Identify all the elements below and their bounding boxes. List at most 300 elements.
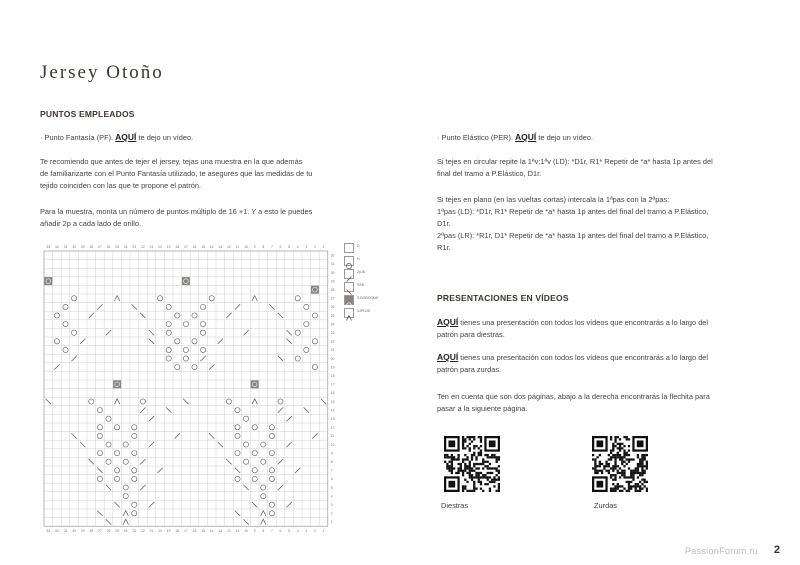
qr-module	[469, 443, 471, 445]
column-number: 7	[270, 245, 273, 249]
qr-finder	[596, 481, 603, 488]
qr-module	[614, 488, 616, 490]
qr-module	[451, 463, 453, 465]
qr-module	[646, 488, 648, 490]
qr-module	[478, 472, 480, 474]
qr-module	[637, 476, 639, 478]
qr-module	[610, 474, 612, 476]
qr-module	[489, 476, 491, 478]
qr-module	[594, 467, 596, 469]
qr-module	[628, 449, 630, 451]
column-number: 20	[158, 529, 162, 534]
column-number: 31	[63, 529, 68, 534]
qr-module	[462, 472, 464, 474]
qr-module	[619, 476, 621, 478]
column-number: 21	[149, 529, 154, 534]
qr-module	[603, 465, 605, 467]
qr-module	[635, 490, 637, 492]
qr-module	[455, 472, 457, 474]
qr-module	[617, 456, 619, 458]
qr-module	[617, 465, 619, 467]
qr-module	[635, 472, 637, 474]
qr-module	[493, 481, 495, 483]
qr-module	[596, 470, 598, 472]
pf-text: · Punto Fantasía (PF).	[40, 133, 116, 142]
qr-module	[637, 467, 639, 469]
qr-module	[480, 445, 482, 447]
qr-module	[628, 458, 630, 460]
qr-module	[644, 454, 646, 456]
column-number: 32	[55, 529, 59, 534]
qr-module	[644, 485, 646, 487]
qr-module	[596, 456, 598, 458]
per-video-link[interactable]: AQUÍ	[515, 132, 537, 142]
qr-module	[466, 467, 468, 469]
qr-module	[489, 490, 491, 492]
qr-module	[619, 458, 621, 460]
column-number: 6	[279, 245, 282, 249]
qr-module	[457, 470, 459, 472]
qr-module	[614, 479, 616, 481]
qr-module	[446, 463, 448, 465]
paragraph-line: añadir 2p a cada lado de orillo.	[40, 219, 142, 228]
qr-module	[451, 470, 453, 472]
qr-module	[623, 465, 625, 467]
column-number: 9	[253, 529, 256, 534]
column-number: 19	[166, 529, 171, 534]
qr-module	[601, 463, 603, 465]
qr-module	[448, 467, 450, 469]
qr-module	[496, 490, 498, 492]
qr-module	[473, 465, 475, 467]
qr-module	[626, 458, 628, 460]
qr-module	[617, 454, 619, 456]
qr-label-left-handed: Zurdas	[594, 501, 618, 510]
qr-module	[621, 456, 623, 458]
qr-module	[635, 467, 637, 469]
qr-module	[444, 454, 446, 456]
qr-module	[644, 472, 646, 474]
qr-module	[471, 440, 473, 442]
per-line	[437, 131, 593, 144]
qr-module	[466, 458, 468, 460]
qr-module	[612, 454, 614, 456]
qr-module	[614, 438, 616, 440]
qr-module	[632, 472, 634, 474]
qr-module	[498, 488, 500, 490]
qr-module	[612, 445, 614, 447]
qr-module	[464, 454, 466, 456]
row-number: 12	[330, 425, 335, 430]
left-handed-video-link[interactable]: AQUÍ	[437, 352, 459, 362]
qr-module	[473, 483, 475, 485]
qr-module	[484, 454, 486, 456]
qr-module	[478, 452, 480, 454]
qr-module	[478, 454, 480, 456]
row-number: 19	[330, 365, 335, 370]
qr-module	[623, 445, 625, 447]
qr-module	[460, 465, 462, 467]
qr-module	[626, 481, 628, 483]
qr-module	[498, 476, 500, 478]
qr-module	[451, 465, 453, 467]
column-number: 10	[244, 529, 248, 534]
qr-module	[646, 467, 648, 469]
qr-module	[478, 467, 480, 469]
pf-video-link[interactable]: AQUÍ	[115, 132, 137, 142]
qr-module	[594, 470, 596, 472]
qr-module	[637, 470, 639, 472]
qr-module	[610, 436, 612, 438]
qr-module	[641, 474, 643, 476]
qr-module	[484, 483, 486, 485]
qr-module	[608, 472, 610, 474]
qr-module	[614, 436, 616, 438]
qr-module	[469, 447, 471, 449]
knitting-chart	[38, 242, 338, 543]
qr-module	[469, 474, 471, 476]
qr-module	[478, 481, 480, 483]
qr-module	[484, 474, 486, 476]
qr-module	[491, 481, 493, 483]
column-number: 30	[72, 529, 76, 534]
qr-module	[612, 483, 614, 485]
qr-module	[462, 438, 464, 440]
qr-module	[621, 470, 623, 472]
qr-module	[617, 483, 619, 485]
qr-module	[448, 461, 450, 463]
row-number: 8	[330, 460, 333, 464]
column-number: 11	[235, 529, 240, 534]
qr-module	[599, 470, 601, 472]
qr-finder	[448, 481, 455, 488]
paragraph-line: 2ªpas (LR): *R1r, D1* Repetir de *a* hasta 1p antes del final del tramo a P.Elástico,	[437, 231, 709, 240]
qr-module	[466, 490, 468, 492]
qr-module	[489, 488, 491, 490]
qr-module	[623, 488, 625, 490]
qr-module	[473, 452, 475, 454]
bobble-icon	[344, 295, 354, 305]
qr-module	[462, 490, 464, 492]
qr-module	[462, 461, 464, 463]
row-number: 29	[330, 279, 335, 284]
qr-module	[628, 476, 630, 478]
qr-module	[469, 465, 471, 467]
paragraph-line: pasar a la siguiente página.	[437, 404, 528, 413]
qr-module	[498, 472, 500, 474]
qr-module	[469, 463, 471, 465]
qr-module	[496, 461, 498, 463]
qr-module	[498, 465, 500, 467]
qr-module	[471, 467, 473, 469]
qr-module	[475, 456, 477, 458]
qr-module	[639, 474, 641, 476]
qr-module	[482, 467, 484, 469]
qr-module	[471, 456, 473, 458]
qr-module	[635, 470, 637, 472]
knit-symbol-icon	[344, 243, 354, 253]
qr-module	[623, 456, 625, 458]
row-number: 32	[330, 253, 335, 258]
qr-module	[455, 458, 457, 460]
paragraph-line: R1r.	[437, 243, 451, 252]
qr-module	[464, 440, 466, 442]
qr-module	[619, 490, 621, 492]
qr-module	[614, 458, 616, 460]
qr-module	[630, 476, 632, 478]
qr-module	[478, 479, 480, 481]
qr-module	[619, 454, 621, 456]
column-number: 22	[141, 529, 145, 534]
column-number: 18	[175, 245, 180, 249]
row-number: 3	[330, 503, 333, 507]
row-number: 1	[330, 520, 333, 525]
qr-module	[628, 445, 630, 447]
qr-module	[623, 461, 625, 463]
paragraph-line: 1ªpas (LD): *D1r, R1* Repetir de *a* hasta 1p antes del final del tramo a P.Elástico,	[437, 207, 709, 216]
qr-module	[480, 452, 482, 454]
column-number: 22	[141, 245, 145, 249]
qr-module	[612, 467, 614, 469]
qr-module	[471, 470, 473, 472]
qr-module	[498, 479, 500, 481]
qr-module	[617, 472, 619, 474]
qr-module	[623, 452, 625, 454]
qr-code-right-handed[interactable]	[444, 436, 500, 492]
column-number: 12	[227, 529, 231, 534]
qr-module	[630, 488, 632, 490]
paragraph-line	[437, 316, 708, 329]
qr-module	[601, 472, 603, 474]
qr-module	[608, 458, 610, 460]
qr-module	[462, 488, 464, 490]
qr-module	[628, 490, 630, 492]
qr-module	[641, 472, 643, 474]
qr-module	[484, 461, 486, 463]
qr-module	[473, 447, 475, 449]
row-number: 27	[330, 296, 335, 301]
paragraph-text: tienes una presentación con todos los vídeos que encontrarás a lo largo del	[458, 353, 709, 362]
qr-module	[644, 479, 646, 481]
yarn-over-icon	[344, 256, 354, 266]
qr-module	[619, 445, 621, 447]
qr-module	[462, 485, 464, 487]
qr-module	[493, 476, 495, 478]
column-number: 4	[296, 245, 299, 249]
qr-module	[610, 458, 612, 460]
paragraph-line: tejido coinciden con las que te propone el patrón.	[40, 181, 202, 190]
row-number: 30	[330, 270, 335, 275]
qr-module	[626, 476, 628, 478]
qr-module	[646, 481, 648, 483]
qr-module	[614, 440, 616, 442]
qr-module	[471, 474, 473, 476]
row-number: 15	[330, 399, 335, 404]
paragraph-line: Si tejes en plano (en las vueltas cortas) intercala la 1ªpas con la 2ªpas:	[437, 195, 670, 204]
qr-module	[621, 461, 623, 463]
qr-module	[457, 454, 459, 456]
qr-module	[612, 456, 614, 458]
column-number: 3	[305, 529, 308, 534]
paragraph-line: de familiarizarte con el Punto Fantasía utilizado, te asegures que las medidas de tu	[40, 169, 313, 178]
qr-module	[630, 485, 632, 487]
qr-module	[464, 458, 466, 460]
qr-module	[599, 454, 601, 456]
qr-module	[473, 454, 475, 456]
qr-module	[491, 472, 493, 474]
qr-module	[641, 467, 643, 469]
qr-module	[466, 481, 468, 483]
qr-module	[446, 465, 448, 467]
qr-module	[448, 456, 450, 458]
qr-module	[475, 476, 477, 478]
qr-module	[464, 467, 466, 469]
qr-module	[619, 485, 621, 487]
qr-module	[475, 467, 477, 469]
qr-module	[617, 447, 619, 449]
qr-module	[644, 456, 646, 458]
qr-module	[630, 472, 632, 474]
qr-module	[608, 454, 610, 456]
qr-module	[462, 458, 464, 460]
qr-module	[478, 474, 480, 476]
qr-module	[632, 485, 634, 487]
qr-module	[630, 470, 632, 472]
column-number: 23	[132, 245, 137, 249]
column-number: 27	[98, 529, 102, 534]
qr-module	[621, 490, 623, 492]
qr-module	[473, 476, 475, 478]
qr-module	[621, 458, 623, 460]
qr-module	[489, 456, 491, 458]
column-number: 20	[158, 245, 162, 249]
qr-module	[487, 467, 489, 469]
column-number: 2	[313, 245, 316, 249]
qr-module	[637, 483, 639, 485]
qr-module	[592, 454, 594, 456]
qr-module	[471, 479, 473, 481]
qr-module	[473, 490, 475, 492]
qr-module	[596, 465, 598, 467]
qr-module	[614, 490, 616, 492]
paragraph-line: final del tramo a P.Elástico, D1r.	[437, 169, 542, 178]
row-number: 7	[330, 468, 333, 473]
row-number: 23	[330, 331, 335, 335]
qr-module	[460, 470, 462, 472]
qr-module	[635, 485, 637, 487]
qr-module	[628, 454, 630, 456]
qr-module	[498, 483, 500, 485]
qr-module	[496, 456, 498, 458]
recommendation-paragraph	[40, 156, 312, 192]
qr-module	[471, 490, 473, 492]
qr-module	[491, 467, 493, 469]
paragraph-line: D1r.	[437, 219, 451, 228]
qr-module	[630, 474, 632, 476]
qr-module	[473, 485, 475, 487]
pf-suffix: te dejo un vídeo.	[136, 133, 194, 142]
qr-module	[448, 470, 450, 472]
qr-module	[482, 463, 484, 465]
qr-module	[491, 479, 493, 481]
qr-module	[457, 463, 459, 465]
qr-module	[621, 485, 623, 487]
qr-module	[603, 467, 605, 469]
column-number: 25	[115, 529, 119, 534]
qr-module	[466, 456, 468, 458]
qr-module	[448, 465, 450, 467]
section-heading-stitches: PUNTOS EMPLEADOS	[40, 109, 135, 119]
qr-module	[496, 458, 498, 460]
qr-module	[644, 458, 646, 460]
qr-module	[621, 443, 623, 445]
bobble-mark	[251, 380, 259, 388]
qr-module	[612, 465, 614, 467]
qr-module	[457, 467, 459, 469]
qr-module	[617, 452, 619, 454]
qr-module	[475, 488, 477, 490]
qr-module	[451, 456, 453, 458]
qr-module	[462, 474, 464, 476]
qr-module	[462, 447, 464, 449]
right-handed-video-link[interactable]: AQUÍ	[437, 317, 459, 327]
qr-module	[630, 481, 632, 483]
qr-module	[487, 465, 489, 467]
qr-module	[612, 479, 614, 481]
column-number: 6	[279, 529, 282, 534]
column-number: 25	[115, 245, 119, 249]
qr-module	[644, 465, 646, 467]
qr-module	[617, 436, 619, 438]
qr-module	[466, 472, 468, 474]
qr-module	[453, 467, 455, 469]
qr-finder	[489, 440, 496, 447]
column-number: 29	[80, 529, 85, 534]
qr-module	[646, 461, 648, 463]
qr-module	[473, 463, 475, 465]
qr-module	[619, 456, 621, 458]
qr-module	[487, 472, 489, 474]
qr-module	[610, 467, 612, 469]
qr-module	[496, 479, 498, 481]
row-number: 18	[330, 374, 335, 378]
legend-label: SSK	[357, 283, 365, 287]
qr-module	[608, 463, 610, 465]
qr-module	[632, 474, 634, 476]
qr-code-left-handed[interactable]	[592, 436, 648, 492]
qr-module	[635, 488, 637, 490]
qr-module	[471, 454, 473, 456]
column-number: 19	[166, 245, 171, 249]
column-number: 33	[46, 529, 51, 534]
qr-module	[489, 472, 491, 474]
qr-module	[469, 449, 471, 451]
qr-module	[446, 456, 448, 458]
qr-module	[614, 461, 616, 463]
qr-module	[471, 436, 473, 438]
qr-module	[610, 476, 612, 478]
centered-decrease-icon	[344, 308, 354, 318]
qr-module	[473, 445, 475, 447]
qr-module	[623, 449, 625, 451]
qr-module	[480, 449, 482, 451]
qr-module	[594, 458, 596, 460]
qr-finder	[637, 440, 644, 447]
qr-module	[473, 438, 475, 440]
legend-label: 2pJD	[357, 270, 366, 274]
column-number: 18	[175, 529, 180, 534]
column-number: 33	[46, 245, 51, 249]
